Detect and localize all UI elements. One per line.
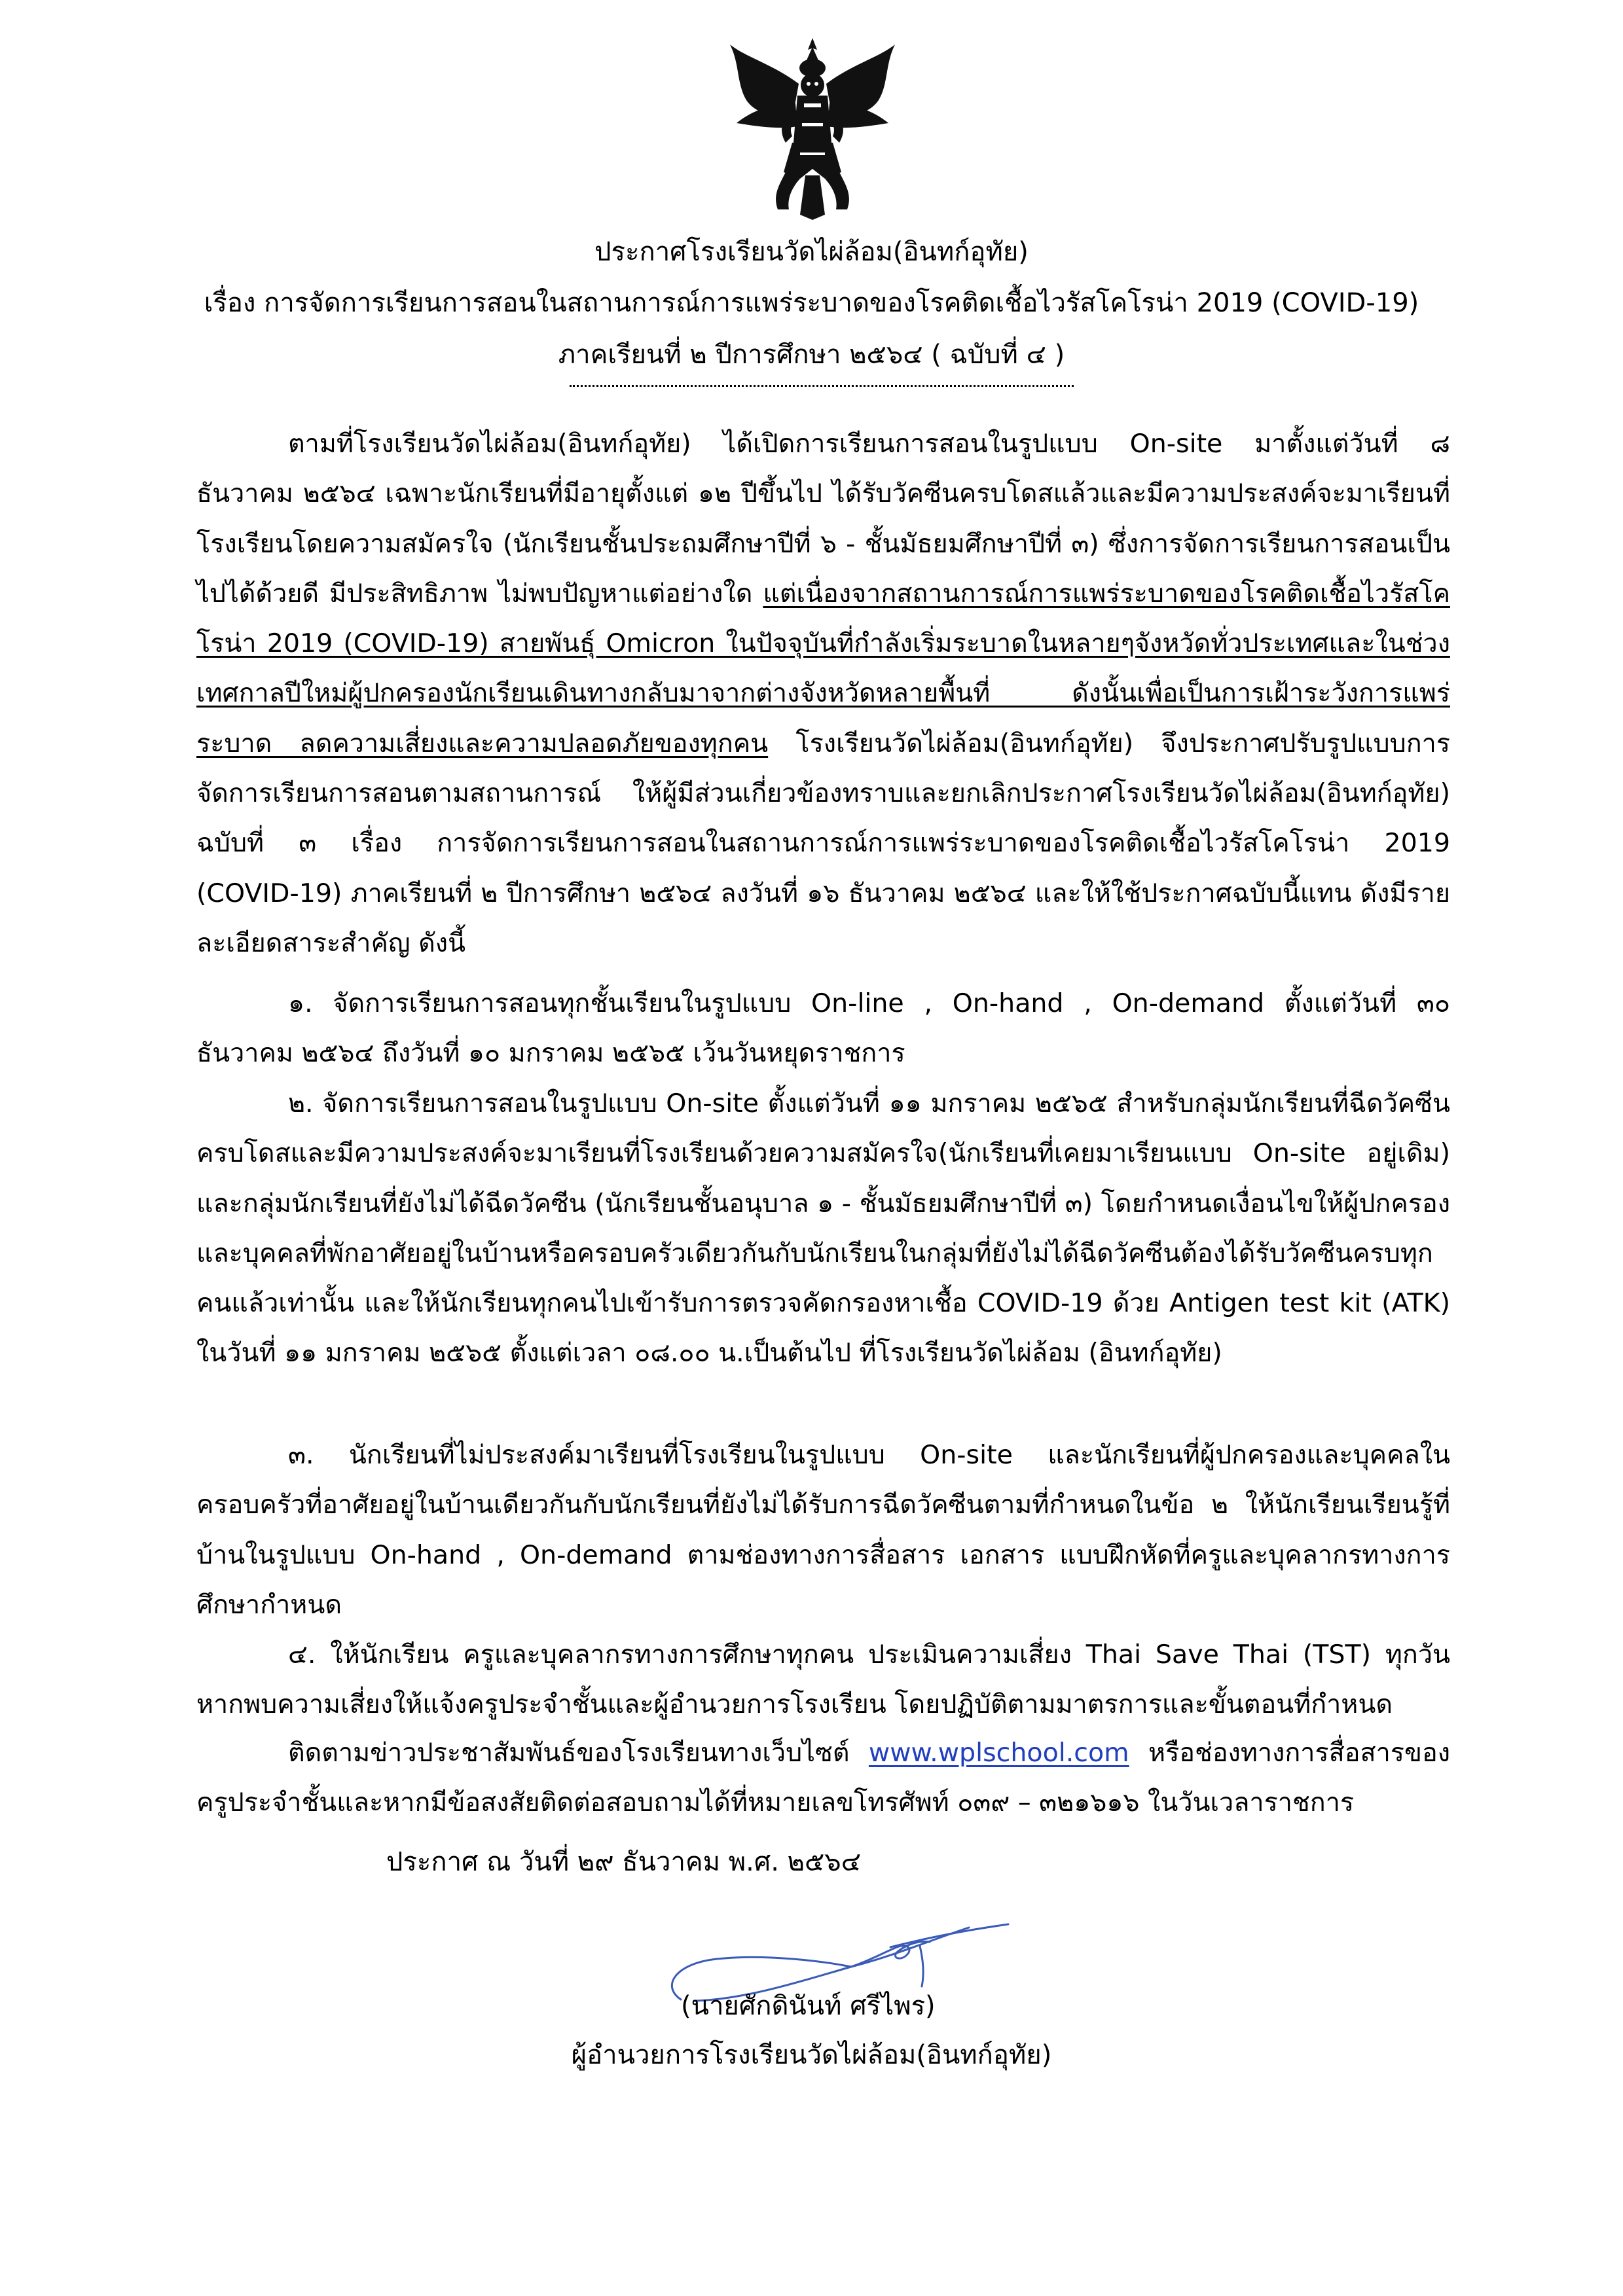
garuda-emblem-icon — [727, 38, 898, 220]
announcement-title: ประกาศโรงเรียนวัดไผ่ล้อม(อินทก์อุทัย) — [594, 237, 1029, 267]
list-item-text: ๓. นักเรียนที่ไม่ประสงค์มาเรียนที่โรงเรียนในรูปแบบ On-site และนักเรียนที่ผู้ปกครองและบุคคลในครอบครัวที่อาศัยอยู่ในบ้านเดียวกันกับนักเรียนที่ยังไม่ได้รับการฉีดวัคซีนตามที่กำหนดในข้อ ๒ ให้นักเรียนเรียนรู้ที่บ้านในรูปแบบ On-hand , On-demand ตามช่องทางการสื่อสาร เอกสาร แบบฝึกหัดที่ครูและบุคลากรทางการศึกษากำหนด — [196, 1440, 1450, 1620]
announcement-term: ภาคเรียนที่ ๒ ปีการศึกษา ๒๕๖๔ ( ฉบับที่ ๔ ) — [558, 340, 1065, 370]
list-item — [196, 1430, 1450, 1630]
signer-title: ผู้อำนวยการโรงเรียนวัดไผ่ล้อม(อินทก์อุทัย) — [571, 2040, 1052, 2070]
contact-text-before: ติดตามข่าวประชาสัมพันธ์ของโรงเรียนทางเว็บไซต์ — [288, 1738, 869, 1768]
intro-text-part1: ตามที่โรงเรียนวัดไผ่ล้อม(อินทก์อุทัย) ได้เปิดการเรียนการสอนในรูปแบบ On-site มาตั้งแต่วันที่ ๘ ธันวาคม ๒๕๖๔ เฉพาะนักเรียนที่มีอายุตั้งแต่ ๑๒ ปีขึ้นไป ได้รับวัคซีนครบโดสแล้วและมีความประสงค์จะมาเรียนที่โรงเรียนโดยความสมัครใจ (นักเรียนชั้นประถมศึกษาปีที่ ๖ - ชั้นมัธยมศึกษาปีที่ ๓) ซึ่งการจัดการเรียนการสอนเป็นไปได้ด้วยดี มีประสิทธิภาพ ไม่พบปัญหาแต่อย่างใด — [196, 429, 1450, 609]
website-link[interactable]: www.wplschool.com — [868, 1738, 1129, 1768]
intro-paragraph — [196, 419, 1450, 968]
intro-text-part2: โรงเรียนวัดไผ่ล้อม(อินทก์อุทัย) จึงประกาศปรับรูปแบบการจัดการเรียนการสอนตามสถานการณ์ ให้ผู้มีส่วนเกี่ยวข้องทราบและยกเลิกประกาศโรงเรียนวัดไผ่ล้อม(อินทก์อุทัย) ฉบับที่ ๓ เรื่อง การจัดการเรียนการสอนในสถานการณ์การแพร่ระบาดของโรคติดเชื้อไวรัสโคโรน่า 2019 (COVID-19) ภาคเรียนที่ ๒ ปีการศึกษา ๒๕๖๔ ลงวันที่ ๑๖ ธันวาคม ๒๕๖๔ และให้ใช้ประกาศฉบับนี้แทน ดังมีรายละเอียดสาระสำคัญ ดังนี้ — [196, 728, 1451, 958]
contact-text-after: หรือช่องทางการสื่อสารของครูประจำชั้นและหากมีข้อสงสัยติดต่อสอบถามได้ที่หมายเลขโทรศัพท์ ๐๓๙ – ๓๒๑๖๑๖ ในวันเวลาราชการ — [196, 1738, 1450, 1818]
announcement-subject: เรื่อง การจัดการเรียนการสอนในสถานการณ์การแพร่ระบาดของโรคติดเชื้อไวรัสโคโรน่า 2019 (COVID-19) — [204, 288, 1419, 318]
list-item — [196, 978, 1450, 1079]
list-item-text: ๔. ให้นักเรียน ครูและบุคลากรทางการศึกษาทุกคน ประเมินความเสี่ยง Thai Save Thai (TST) ทุกวัน หากพบความเสี่ยงให้แจ้งครูประจำชั้นและผู้อำนวยการโรงเรียน โดยปฏิบัติตามมาตรการและขั้นตอนที่กำหนด — [196, 1640, 1450, 1720]
list-item — [196, 1079, 1450, 1378]
announcement-date: ประกาศ ณ วันที่ ๒๙ ธันวาคม พ.ศ. ๒๕๖๔ — [386, 1847, 861, 1877]
contact-paragraph — [196, 1728, 1450, 1828]
list-item — [196, 1630, 1450, 1730]
list-item-text: ๑. จัดการเรียนการสอนทุกชั้นเรียนในรูปแบบ On-line , On-hand , On-demand ตั้งแต่วันที่ ๓๐ ธันวาคม ๒๕๖๔ ถึงวันที่ ๑๐ มกราคม ๒๕๖๕ เว้นวันหยุดราชการ — [196, 988, 1450, 1069]
intro-text-underlined: แต่เนื่องจากสถานการณ์การแพร่ระบาดของโรคติดเชื้อไวรัสโคโรน่า 2019 (COVID-19) สายพันธุ์ Omicron ในปัจจุบันที่กำลังเริ่มระบาดในหลายๆจังหวัดทั่วประเทศและในช่วงเทศกาลปีใหม่ผู้ปกครองนักเรียนเดินทางกลับมาจากต่างจังหวัดหลายพื้นที่ ดังนั้นเพื่อเป็นการเฝ้าระวังการแพร่ระบาด ลดความเสี่ยงและความปลอดภัยของทุกคน — [196, 578, 1450, 759]
dotted-divider — [570, 385, 1074, 387]
signer-name: (นายศักดินันท์ ศรีไพร) — [681, 1991, 936, 2021]
list-item-text: ๒. จัดการเรียนการสอนในรูปแบบ On-site ตั้งแต่วันที่ ๑๑ มกราคม ๒๕๖๕ สำหรับกลุ่มนักเรียนที่ฉีดวัคซีนครบโดสและมีความประสงค์จะมาเรียนที่โรงเรียนด้วยความสมัครใจ(นักเรียนที่เคยมาเรียนแบบ On-site อยู่เดิม) และกลุ่มนักเรียนที่ยังไม่ได้ฉีดวัคซีน (นักเรียนชั้นอนุบาล ๑ - ชั้นมัธยมศึกษาปีที่ ๓) โดยกำหนดเงื่อนไขให้ผู้ปกครองและบุคคลที่พักอาศัยอยู่ในบ้านหรือครอบครัวเดียวกันกับนักเรียนในกลุ่มที่ยังไม่ได้ฉีดวัคซีนต้องได้รับวัคซีนครบทุกคนแล้วเท่านั้น และให้นักเรียนทุกคนไปเข้ารับการตรวจคัดกรองหาเชื้อ COVID-19 ด้วย Antigen test kit (ATK) ในวันที่ ๑๑ มกราคม ๒๕๖๕ ตั้งแต่เวลา ๐๘.๐๐ น.เป็นต้นไป ที่โรงเรียนวัดไผ่ล้อม (อินทก์อุทัย) — [196, 1088, 1450, 1369]
